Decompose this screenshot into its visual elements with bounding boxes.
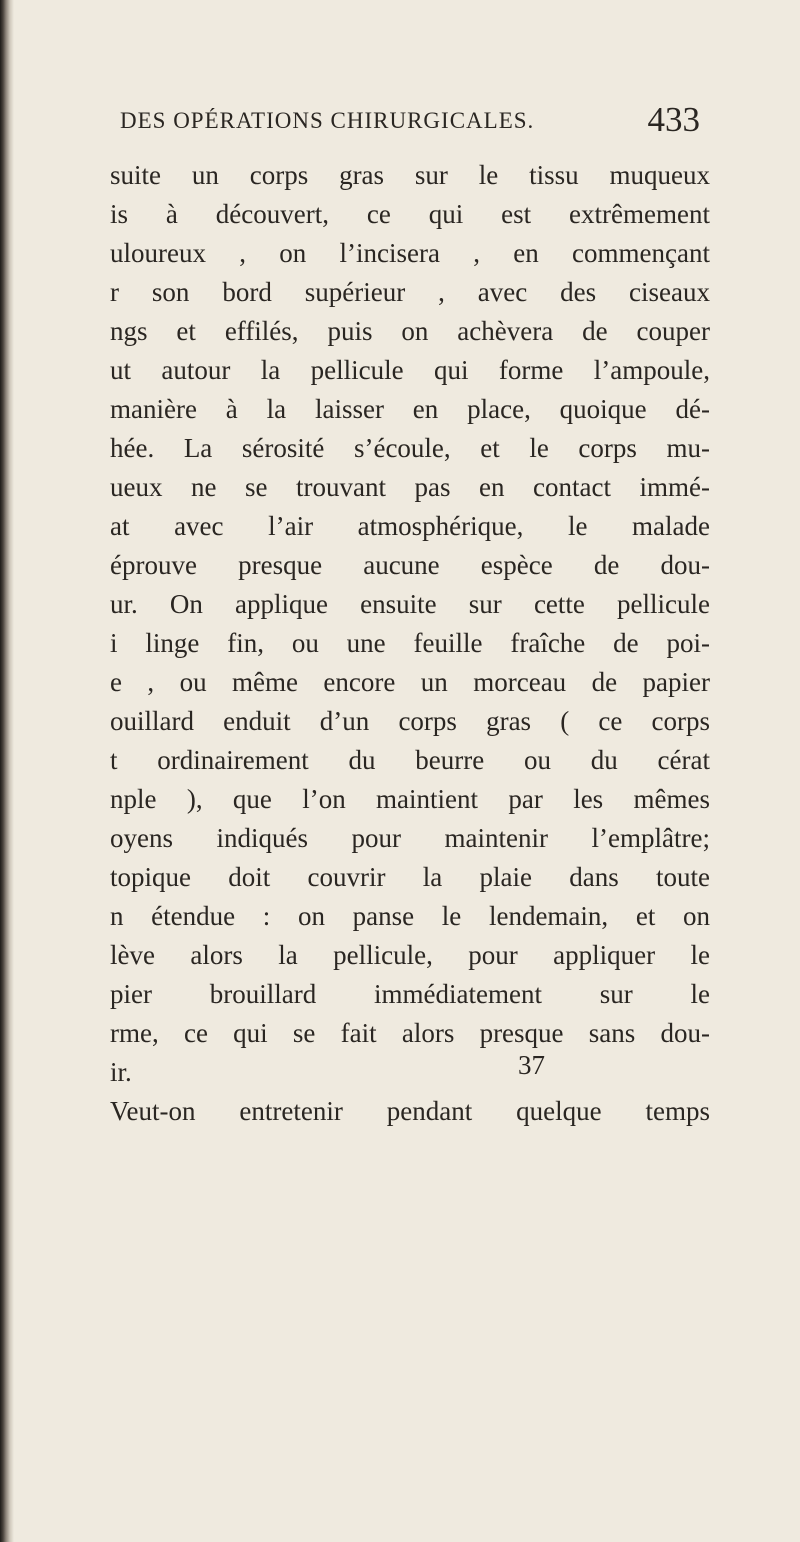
running-head (120, 100, 700, 140)
text-line: uloureux , on l’incisera , en commençant (110, 238, 710, 268)
text-line: Veut-on entretenir pendant quelque temps (110, 1096, 710, 1126)
text-line: ur. On applique ensuite sur cette pellicule (110, 589, 710, 619)
body-text (110, 156, 710, 1131)
binding-edge (0, 0, 14, 1542)
text-line: rme, ce qui se fait alors presque sans dou- (110, 1018, 710, 1048)
text-line: lève alors la pellicule, pour appliquer le (110, 940, 710, 970)
text-line: nple ), que l’on maintient par les mêmes (110, 784, 710, 814)
text-line: manière à la laisser en place, quoique dé- (110, 394, 710, 424)
text-line: n étendue : on panse le lendemain, et on (110, 901, 710, 931)
text-line: ir. (110, 1057, 132, 1087)
text-line: topique doit couvrir la plaie dans toute (110, 862, 710, 892)
text-line: suite un corps gras sur le tissu muqueux (110, 160, 710, 190)
text-line: ut autour la pellicule qui forme l’ampoule, (110, 355, 710, 385)
signature-mark: 37 (518, 1050, 545, 1080)
text-line: is à découvert, ce qui est extrêmement (110, 199, 710, 229)
text-line: r son bord supérieur , avec des ciseaux (110, 277, 710, 307)
text-line: t ordinairement du beurre ou du cérat (110, 745, 710, 775)
text-line: hée. La sérosité s’écoule, et le corps mu- (110, 433, 710, 463)
text-line: at avec l’air atmosphérique, le malade (110, 511, 710, 541)
text-line: ouillard enduit d’un corps gras ( ce corps (110, 706, 710, 736)
page-number: 433 (647, 100, 700, 139)
text-line: oyens indiqués pour maintenir l’emplâtre; (110, 823, 710, 853)
text-line: e , ou même encore un morceau de papier (110, 667, 710, 697)
text-line: ngs et effilés, puis on achèvera de couper (110, 316, 710, 346)
text-line: i linge fin, ou une feuille fraîche de poi- (110, 628, 710, 658)
text-line: ueux ne se trouvant pas en contact immé- (110, 472, 710, 502)
text-line: pier brouillard immédiatement sur le (110, 979, 710, 1009)
text-line: éprouve presque aucune espèce de dou- (110, 550, 710, 580)
running-title: DES OPÉRATIONS CHIRURGICALES. (120, 108, 535, 133)
